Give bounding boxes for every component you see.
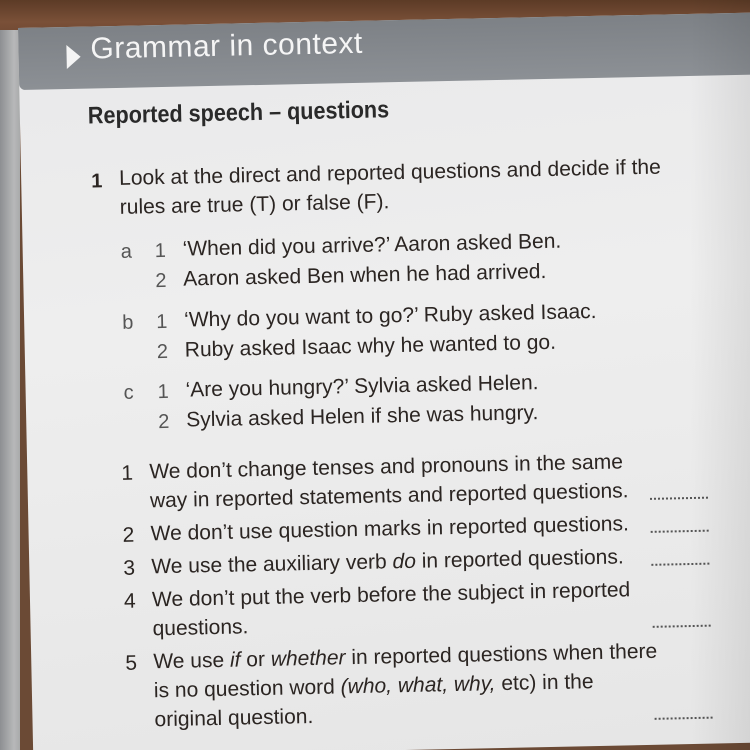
rule-text: We use the auxiliary verb do in reported questions. xyxy=(151,545,624,579)
page-heading: Reported speech – questions xyxy=(87,96,390,130)
rule-number: 5 xyxy=(125,651,138,675)
pair-line-number: 1 xyxy=(154,239,167,263)
book-spine-edge xyxy=(0,30,20,750)
rule-number: 1 xyxy=(121,461,134,485)
pair-line-number: 1 xyxy=(155,310,168,334)
pair-line-text: ‘Are you hungry?’ Sylvia asked Helen. xyxy=(185,371,539,402)
pair-line-text: ‘Why do you want to go?’ Ruby asked Isaac. xyxy=(183,299,597,332)
rule-answer-blank[interactable] xyxy=(651,530,709,533)
pair-line-number: 1 xyxy=(157,380,170,404)
rule-text: We don’t put the verb before the subject in reported questions. xyxy=(151,578,631,641)
pair-letter-c: c xyxy=(123,381,134,404)
pair-line-number: 2 xyxy=(155,269,167,293)
section-title: Grammar in context xyxy=(90,26,364,66)
rule-text: We don’t use question marks in reported questions. xyxy=(150,512,630,546)
pair-line-text: Sylvia asked Helen if she was hungry. xyxy=(186,401,539,432)
exercise-instruction: Look at the direct and reported questions and decide if the rules are true (T) or false (F). xyxy=(118,155,662,219)
pair-line-text: ‘When did you arrive?’ Aaron asked Ben. xyxy=(182,229,562,261)
exercise-number: 1 xyxy=(91,170,103,193)
pair-line-number: 2 xyxy=(156,340,169,364)
rule-text: We use if or whether in reported questions when there is no question word (who, what, why, etc) in the original question. xyxy=(153,639,658,732)
rule-answer-blank[interactable] xyxy=(653,625,711,628)
rule-number: 3 xyxy=(123,556,136,580)
pair-line-number: 2 xyxy=(158,410,170,434)
pair-line-text: Aaron asked Ben when he had arrived. xyxy=(183,259,547,291)
rule-answer-blank[interactable] xyxy=(651,563,709,566)
rule-number: 4 xyxy=(123,589,136,613)
textbook-page xyxy=(18,13,750,750)
pair-line-text: Ruby asked Isaac why he wanted to go. xyxy=(184,330,557,362)
rule-number: 2 xyxy=(122,523,135,547)
rule-text: We don’t change tenses and pronouns in the same way in reported statements and reported questions. xyxy=(149,450,629,513)
page-content xyxy=(18,13,750,750)
pair-letter-b: b xyxy=(121,311,134,334)
rule-answer-blank[interactable] xyxy=(655,717,713,720)
pair-letter-a: a xyxy=(120,240,133,263)
rule-answer-blank[interactable] xyxy=(650,497,708,500)
